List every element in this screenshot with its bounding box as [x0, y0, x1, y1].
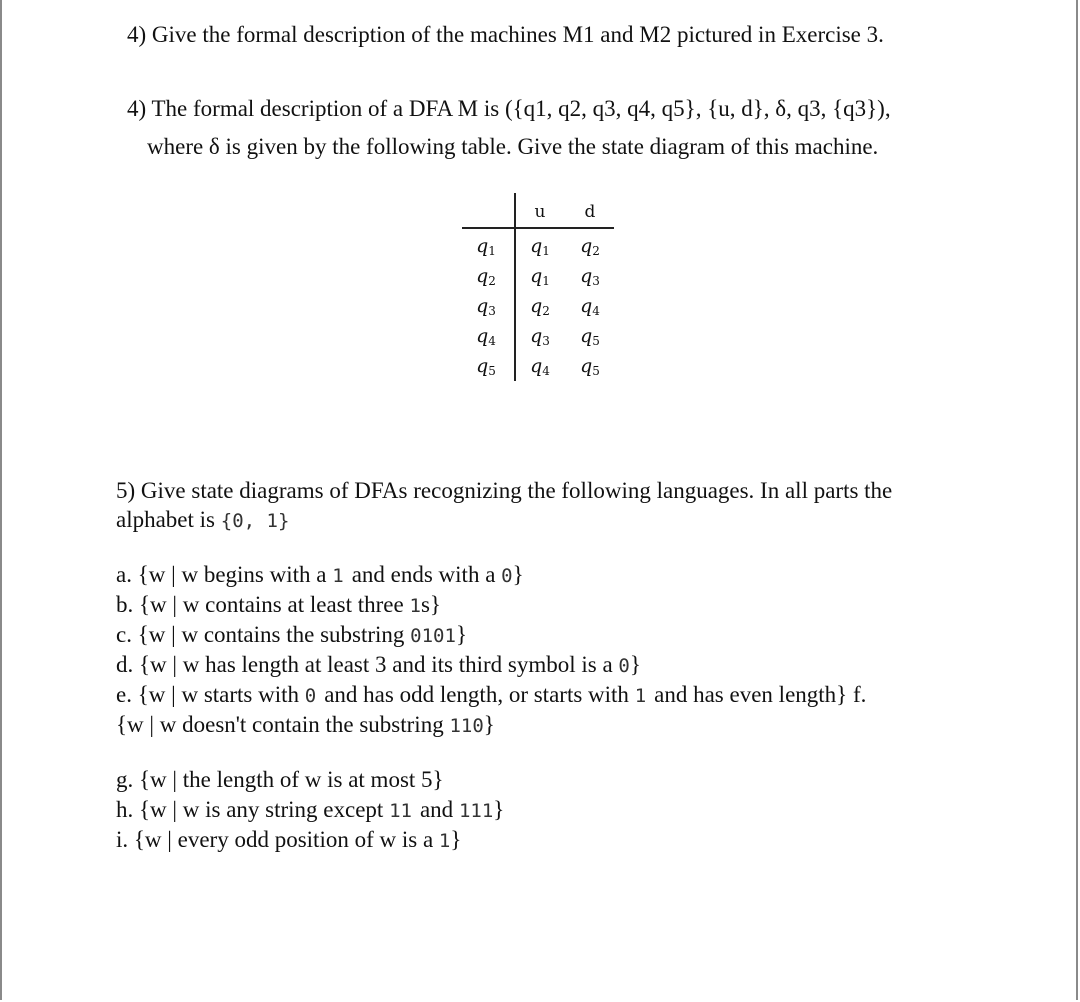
table-row-state: $q_2$ — [476, 265, 496, 288]
table-cell-d: $q_3$ — [580, 265, 600, 288]
table-cell-d: $q_5$ — [580, 325, 600, 348]
table-cell-u: $q_1$ — [530, 235, 550, 258]
exercise-4b-line-1: 4) The formal description of a DFA M is ({q1, q2, q3, q4, q5}, {u, d}, δ, q3, {q3}), — [127, 96, 891, 121]
table-cell-u: $q_3$ — [530, 325, 550, 348]
exercise-5-intro-line-2: alphabet is {0, 1} — [116, 507, 290, 532]
table-row-state: $q_4$ — [476, 325, 496, 348]
table-cell-u: $q_2$ — [530, 295, 550, 318]
table-row-state: $q_3$ — [476, 295, 496, 318]
transition-table — [462, 193, 614, 383]
table-horizontal-rule — [462, 227, 614, 229]
table-cell-d: $q_5$ — [580, 355, 600, 378]
item-a: a. {w | w begins with a 1 and ends with a 0} — [116, 562, 524, 587]
exercise-5-intro-line-1: 5) Give state diagrams of DFAs recognizing the following languages. In all parts the — [116, 478, 893, 503]
item-f: {w | w doesn't contain the substring 110} — [116, 712, 495, 737]
item-e: e. {w | w starts with 0 and has odd length, or starts with 1 and has even length} f. — [116, 682, 867, 707]
table-vertical-rule — [514, 193, 516, 381]
item-h: h. {w | w is any string except 11 and 111} — [116, 797, 505, 822]
exercise-4a-text: 4) Give the formal description of the machines M1 and M2 pictured in Exercise 3. — [127, 22, 884, 47]
table-row-state: $q_1$ — [476, 235, 496, 258]
table-row-state: $q_5$ — [476, 355, 496, 378]
item-d: d. {w | w has length at least 3 and its third symbol is a 0} — [116, 652, 641, 677]
item-c: c. {w | w contains the substring 0101} — [116, 622, 467, 647]
table-cell-u: $q_4$ — [530, 355, 550, 378]
table-cell-u: $q_1$ — [530, 265, 550, 288]
table-header-d: d — [584, 202, 596, 222]
item-b: b. {w | w contains at least three 1s} — [116, 592, 441, 617]
table-cell-d: $q_4$ — [580, 295, 600, 318]
table-cell-d: $q_2$ — [580, 235, 600, 258]
table-header-u: u — [534, 202, 546, 222]
item-i: i. {w | every odd position of w is a 1} — [116, 827, 462, 852]
item-g: g. {w | the length of w is at most 5} — [116, 767, 444, 792]
exercise-4b-line-2: where δ is given by the following table. Give the state diagram of this machine. — [147, 134, 879, 159]
